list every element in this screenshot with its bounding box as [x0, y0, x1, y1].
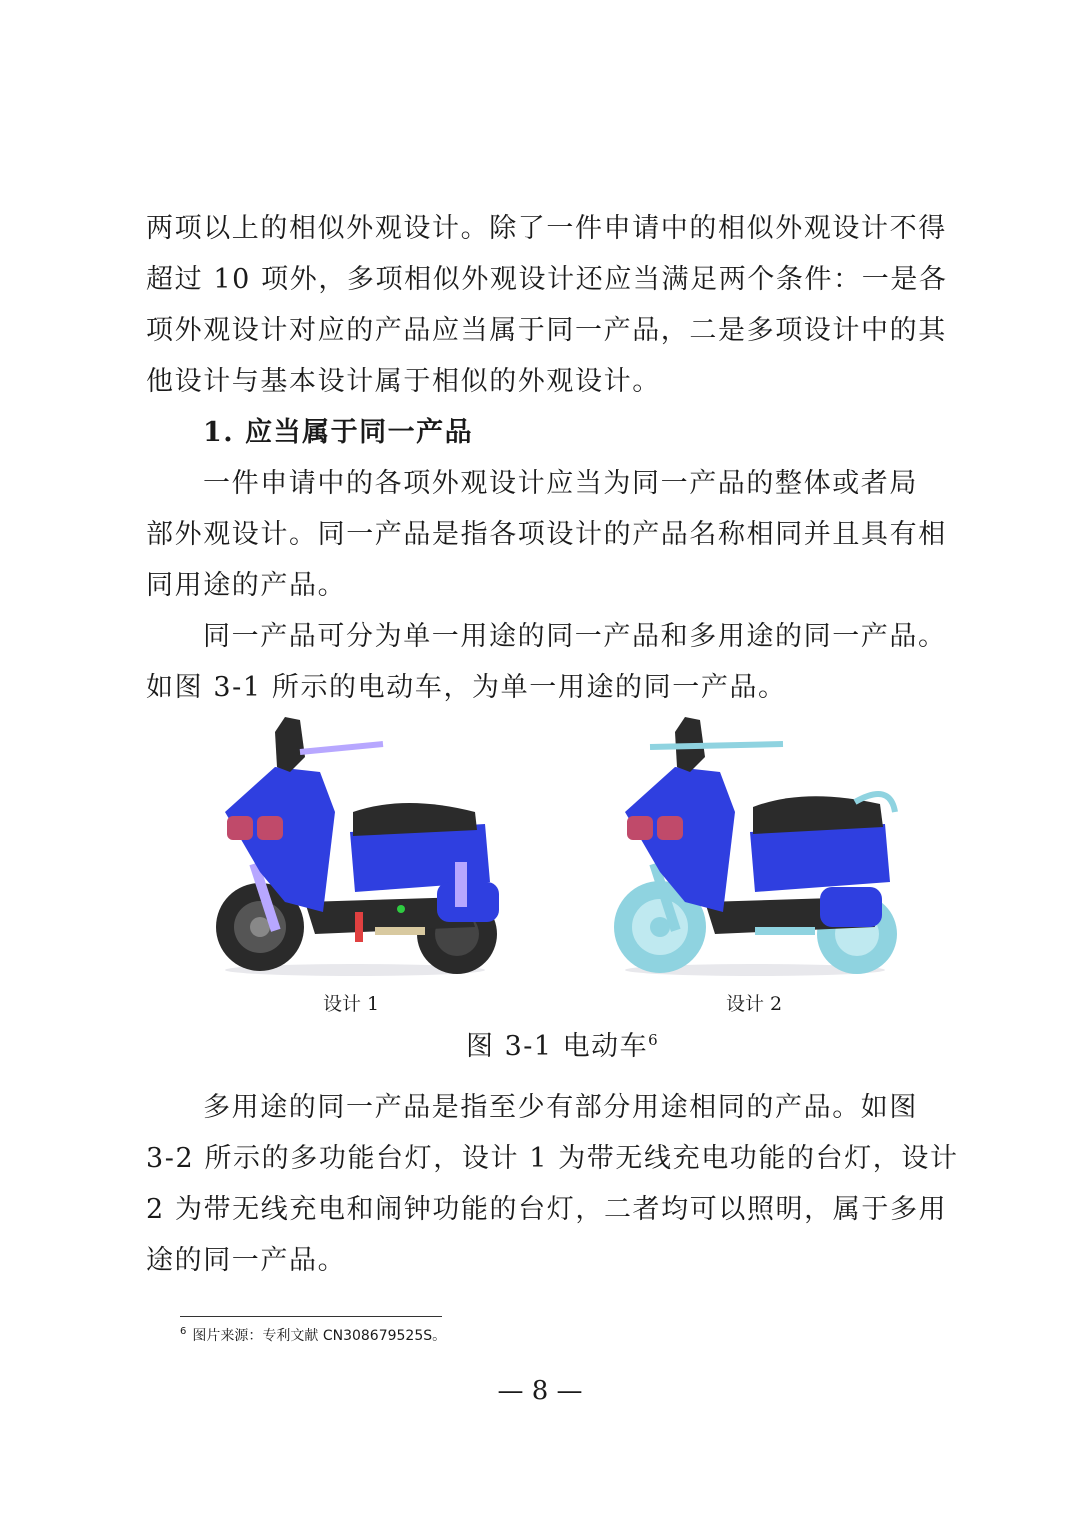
section-heading: 1. 应当属于同一产品 — [203, 417, 474, 448]
scooter-design-1-image — [205, 712, 505, 977]
footnote-reference[interactable]: 6 — [648, 1031, 660, 1049]
footnote-number: 6 — [180, 1326, 187, 1338]
footnote — [180, 1325, 446, 1345]
figure-caption-design-1: 设计 1 — [323, 993, 380, 1015]
footnote-text: 图片来源：专利文献 CN308679525S。 — [192, 1328, 447, 1344]
para2-line-2: 部外观设计。同一产品是指各项设计的产品名称相同并且具有相 — [146, 519, 947, 550]
para4-line-3: 2 为带无线充电和闹钟功能的台灯，二者均可以照明，属于多用 — [146, 1194, 948, 1225]
scooter-design-2-image — [605, 712, 905, 977]
figure-title-text: 图 3-1 电动车 — [466, 1031, 649, 1062]
para4-line-1: 多用途的同一产品是指至少有部分用途相同的产品。如图 — [203, 1092, 918, 1123]
para3-line-1: 同一产品可分为单一用途的同一产品和多用途的同一产品。 — [203, 621, 947, 652]
para2-line-1: 一件申请中的各项外观设计应当为同一产品的整体或者局 — [203, 468, 918, 499]
para1-line-2: 超过 10 项外，多项相似外观设计还应当满足两个条件：一是各 — [146, 264, 948, 295]
para4-line-4: 途的同一产品。 — [146, 1245, 347, 1276]
para2-line-3: 同用途的产品。 — [146, 570, 347, 601]
para3-line-2: 如图 3-1 所示的电动车，为单一用途的同一产品。 — [146, 672, 787, 703]
para1-line-3: 项外观设计对应的产品应当属于同一产品，二是多项设计中的其 — [146, 315, 947, 346]
footnote-divider — [180, 1316, 442, 1317]
figure-caption-design-2: 设计 2 — [726, 993, 783, 1015]
page-number: — 8 — — [497, 1376, 583, 1406]
para4-line-2: 3-2 所示的多功能台灯，设计 1 为带无线充电功能的台灯，设计 — [146, 1143, 959, 1174]
figure-title — [466, 1024, 659, 1063]
para1-line-1: 两项以上的相似外观设计。除了一件申请中的相似外观设计不得 — [146, 213, 947, 244]
para1-line-4: 他设计与基本设计属于相似的外观设计。 — [146, 366, 661, 397]
